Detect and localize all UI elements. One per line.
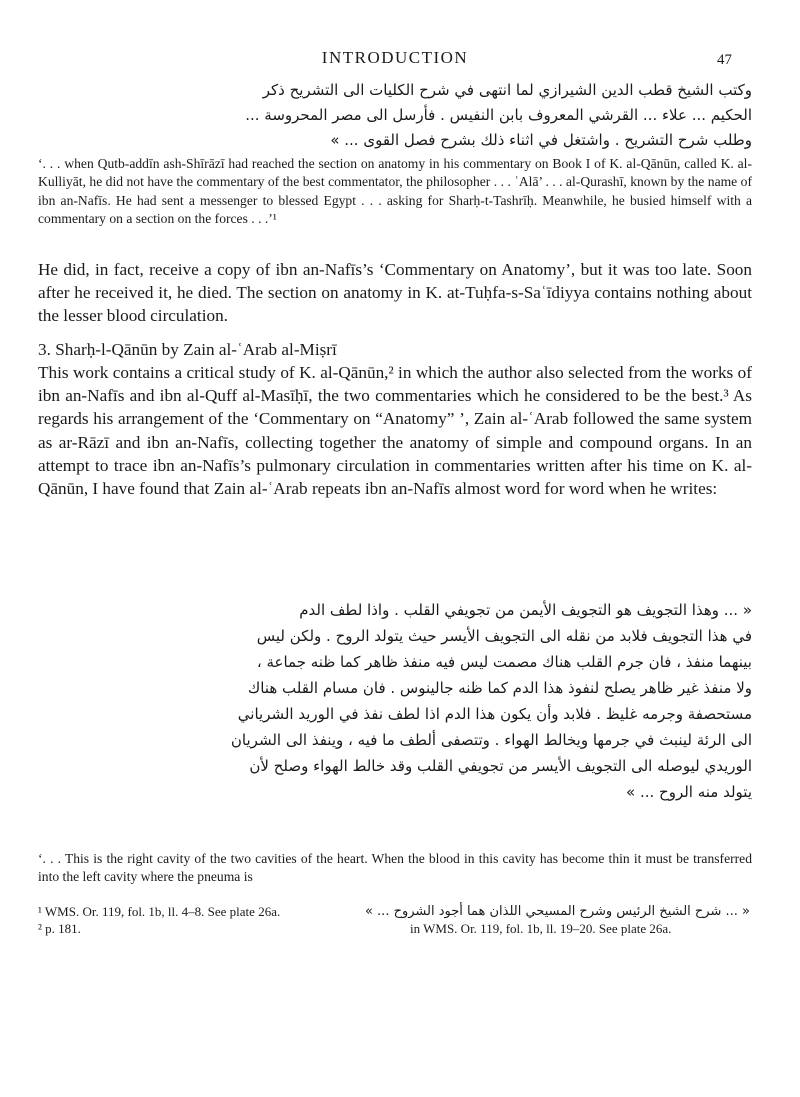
arabic-quote-2: [38, 597, 752, 805]
running-head: INTRODUCTION: [321, 48, 469, 67]
section-heading: 3. Sharḥ-l-Qānūn by Zain al-ʿArab al-Miṣrī: [38, 340, 337, 359]
english-quote-1: ‘. . . when Qutb-addīn ash-Shīrāzī had reached the section on anatomy in his commentary on Book I of K. al-Qānūn, called K. al-Kulliyāt, he did not have the commentary of the best commentator, the philosopher . . . ʿAlā’ . . . al-Qurashī, known by the name of ibn an-Nafīs. He had sent a messenger to blessed Egypt . . . asking for Sharḥ-t-Tashrīḥ. Meanwhile, he busied himself with a commentary on a section on the forces . . .’¹: [38, 156, 752, 226]
arabic-line: ولا منفذ غير ظاهر يصلح لنفوذ هذا الدم كما ظنه جالينوس . فان مسام القلب هناك: [247, 679, 752, 697]
arabic-line: « ... وهذا التجويف هو التجويف الأيمن من تجويفي القلب . واذا لطف الدم: [299, 601, 752, 619]
arabic-line: بينهما منفذ ، فان جرم القلب هناك مصمت ليس فيه منفذ ظاهر كما ظنه جماعة ،: [256, 653, 752, 671]
page-header: [38, 46, 752, 74]
arabic-line: مستحصفة وجرمه غليظ . فلابد وأن يكون هذا الدم اذا لطف نفذ في الوريد الشرياني: [237, 705, 752, 723]
arabic-line: الى الرئة لينبث في جرمها ويخالط الهواء . وتتصفى ألطف ما فيه ، وينفذ الى الشريان: [230, 731, 752, 749]
footnote-3-arabic: « ... شرح الشيخ الرئيس وشرح المسيحي اللذان هما أجود الشروح ... »: [364, 904, 750, 919]
footnote-2: ² p. 181.: [38, 921, 81, 936]
section-paragraph: This work contains a critical study of K. al-Qānūn,² in which the author also selected from the works of ibn an-Nafīs and ibn al-Quff al-Masīḥī, the two commentaries which he considered to be the best.³ As regards his arrangement of the ‘Commentary on “Anatomy” ’, Zain al-ʿArab followed the same system as ar-Rāzī and ibn an-Nafīs, collecting together the anatomy of simple and compound organs. In an attempt to trace ibn an-Nafīs’s pulmonary circulation in commentaries written after his time on K. al-Qānūn, I have found that Zain al-ʿArab repeats ibn an-Nafīs almost word for word when he writes:: [38, 363, 752, 499]
body-paragraph: He did, in fact, receive a copy of ibn an-Nafīs’s ‘Commentary on Anatomy’, but it was too late. Soon after he received it, he died. The section on anatomy in K. at-Tuḥfa-s-Saʿīdiyya contains nothing about the lesser blood circulation.: [38, 260, 752, 326]
arabic-line: وكتب الشيخ قطب الدين الشيرازي لما انتهى في شرح الكليات الى التشريح ذكر: [262, 81, 752, 99]
english-quote-2: ‘. . . This is the right cavity of the two cavities of the heart. When the blood in this cavity has become thin it must be transferred into the left cavity where the pneuma is: [38, 851, 752, 885]
footnote-3-english: in WMS. Or. 119, fol. 1b, ll. 19–20. See plate 26a.: [410, 921, 672, 936]
arabic-line: يتولد منه الروح ... »: [626, 783, 752, 801]
arabic-line: الحكيم ... علاء ... القرشي المعروف بابن النفيس . فأرسل الى مصر المحروسة ...: [245, 106, 752, 124]
arabic-line: وطلب شرح التشريح . واشتغل في اثناء ذلك بشرح فصل القوى ... »: [330, 131, 752, 149]
arabic-quote-1: [38, 78, 752, 153]
footnote-1: ¹ WMS. Or. 119, fol. 1b, ll. 4–8. See plate 26a.: [38, 904, 281, 919]
page-number: 47: [717, 52, 732, 68]
arabic-line: الوريدي ليوصله الى التجويف الأيسر من تجويفي القلب وقد خالط الهواء وصلح لأن: [249, 757, 752, 775]
footnotes-right: [364, 903, 750, 937]
arabic-line: في هذا التجويف فلابد من نقله الى التجويف الأيسر حيث يتولد الروح . ولكن ليس: [256, 627, 752, 645]
footnotes-left: [38, 903, 373, 937]
